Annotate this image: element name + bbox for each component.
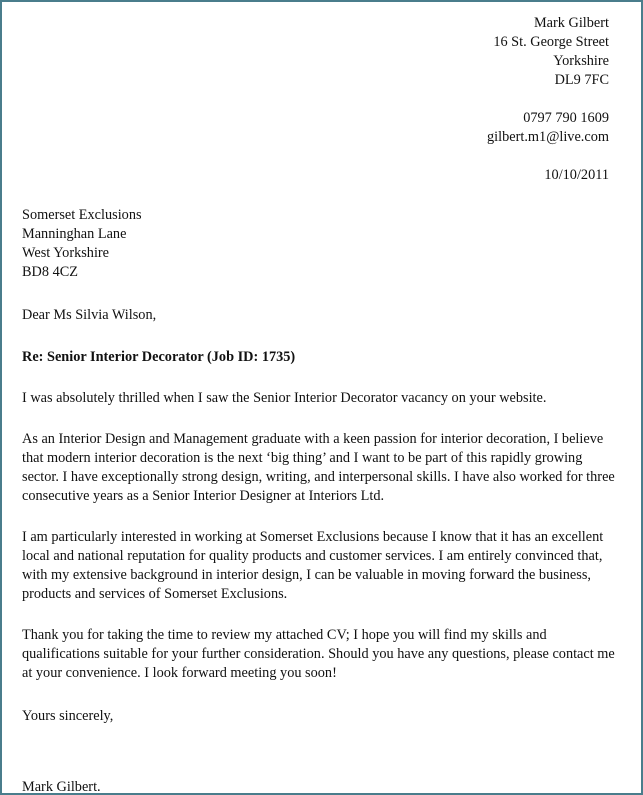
sender-contact-block xyxy=(22,109,623,147)
recipient-company: Somerset Exclusions xyxy=(22,207,142,223)
sender-email: gilbert.m1@live.com xyxy=(487,129,609,145)
sender-phone: 0797 790 1609 xyxy=(523,110,609,126)
letter-sheet xyxy=(2,2,641,793)
sender-name: Mark Gilbert xyxy=(533,15,609,31)
signature-name: Mark Gilbert. xyxy=(22,779,101,795)
recipient-street: Manninghan Lane xyxy=(22,226,127,242)
body-paragraph-1: I was absolutely thrilled when I saw the Senior Interior Decorator vacancy on your website. xyxy=(22,390,547,406)
salutation: Dear Ms Silvia Wilson, xyxy=(22,307,157,323)
sender-city: Yorkshire xyxy=(553,53,609,69)
body-paragraph-4: Thank you for taking the time to review my attached CV; I hope you will find my skills and qualifications suitable for your further consideration. Should you have any questions, please contact me at your convenience. I look forward meeting you soon! xyxy=(22,627,615,681)
sender-postcode: DL9 7FC xyxy=(554,72,609,88)
recipient-city: West Yorkshire xyxy=(22,245,110,261)
recipient-address-block xyxy=(22,206,623,282)
letter-date: 10/10/2011 xyxy=(544,167,609,183)
letter-date-block xyxy=(22,166,623,185)
subject-line: Re: Senior Interior Decorator (Job ID: 1735) xyxy=(22,349,296,365)
body-paragraph-2: As an Interior Design and Management graduate with a keen passion for interior decoration, I believe that modern interior decoration is the next ‘big thing’ and I want to be part of this rapidly growing sector. I have exceptionally strong design, writing, and interpersonal skills. I have also worked for three consecutive years as a Senior Interior Designer at Interiors Ltd. xyxy=(22,431,615,504)
sender-address-block xyxy=(22,14,623,90)
body-paragraph-3: I am particularly interested in working at Somerset Exclusions because I know that it has an excellent local and national reputation for quality products and customer services. I am entirely convinced that, with my extensive background in interior design, I can be valuable in moving forward the business, products and services of Somerset Exclusions. xyxy=(22,529,604,602)
closing-phrase: Yours sincerely, xyxy=(22,708,114,724)
sender-street: 16 St. George Street xyxy=(493,34,609,50)
recipient-postcode: BD8 4CZ xyxy=(22,264,79,280)
